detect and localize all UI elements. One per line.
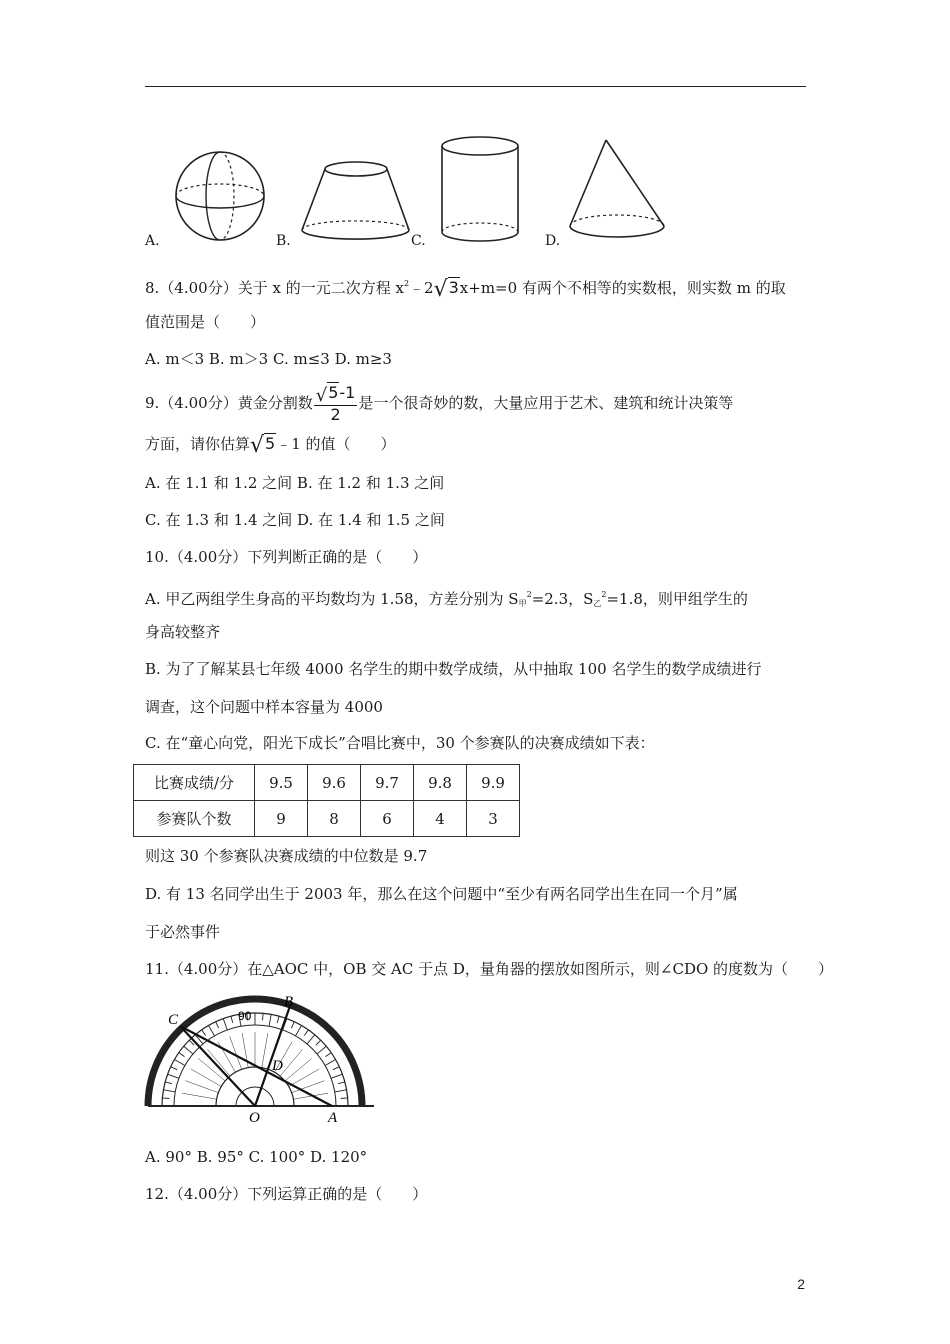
protractor-tick <box>325 1060 335 1066</box>
q10-option-c: C. 在“童心向党，阳光下成长”合唱比赛中，30 个参赛队的决赛成绩如下表： <box>145 734 655 752</box>
q11-options: A. 90° B. 95° C. 100° D. 120° <box>145 1148 368 1166</box>
table-cell: 4 <box>414 801 467 837</box>
protractor-tick <box>269 1014 271 1026</box>
q10-stem: 10.（4.00分）下列判断正确的是（ ） <box>145 548 428 566</box>
protractor-tick <box>202 1030 206 1036</box>
golden-ratio-fraction: $\frac{√5-1}{2}$ <box>315 383 356 424</box>
protractor-tick <box>296 1025 302 1035</box>
table-cell: 9 <box>255 801 308 837</box>
protractor-tick <box>331 1074 342 1078</box>
protractor-tick <box>304 1030 308 1036</box>
q7-option-b: B. <box>276 233 291 249</box>
q7-option-a: A. <box>145 233 160 249</box>
protractor-tick <box>325 1053 331 1057</box>
frustum-figure <box>298 158 412 242</box>
protractor-tick <box>333 1067 339 1070</box>
q8-stem-line2: 值范围是（ ） <box>145 313 266 331</box>
protractor-tick <box>171 1067 177 1070</box>
q7-option-c: C. <box>411 233 426 249</box>
score-table <box>133 764 520 837</box>
protractor-tick <box>168 1074 179 1078</box>
table-cell: 9.9 <box>467 765 520 801</box>
table-header-score: 比赛成绩/分 <box>134 765 255 801</box>
label-a: A <box>328 1110 338 1126</box>
protractor-tick <box>231 1016 233 1023</box>
q8-radical: √3 <box>433 277 459 302</box>
table-cell: 9.8 <box>414 765 467 801</box>
protractor-tick <box>216 1022 219 1028</box>
protractor-tick <box>291 1022 294 1028</box>
table-cell: 8 <box>308 801 361 837</box>
q10-option-d: D. 有 13 名同学出生于 2003 年，那么在这个问题中“至少有两名同学出生在同一个月”属 <box>145 885 738 903</box>
protractor-tick <box>162 1098 169 1099</box>
protractor-spoke <box>289 1069 319 1087</box>
table-cell: 9.7 <box>361 765 414 801</box>
q8-stem: 8.（4.00分）关于 x 的一元二次方程 $x^2﹣2√3x+m=0$ 有两个不相等的实数根，则实数 m 的取 <box>145 277 786 302</box>
protractor-tick <box>223 1019 227 1030</box>
label-c: C <box>168 1012 179 1028</box>
sphere-figure <box>168 146 272 246</box>
protractor-figure <box>140 992 380 1126</box>
q10-option-a-line2: 身高较整齐 <box>145 623 221 641</box>
protractor-tick <box>316 1040 321 1045</box>
label-b: B <box>284 994 294 1010</box>
protractor-tick <box>341 1098 348 1099</box>
q9-options-cd: C. 在 1.3 和 1.4 之间 D. 在 1.4 和 1.5 之间 <box>145 511 445 529</box>
q9-stem-line2: 方面，请你估算√5﹣1 的值（ ） <box>145 433 396 458</box>
protractor-spoke <box>280 1049 302 1076</box>
q10-option-b: B. 为了了解某县七年级 4000 名学生的期中数学成绩，从中抽取 100 名学生的数学成绩进行 <box>145 660 762 678</box>
protractor-tick <box>317 1046 326 1054</box>
protractor-tick <box>179 1053 185 1057</box>
protractor-spoke <box>182 1093 216 1099</box>
protractor-spoke <box>207 1049 229 1076</box>
protractor-spoke <box>285 1058 312 1080</box>
cylinder-figure <box>440 134 522 246</box>
q10-option-a: A. 甲乙两组学生身高的平均数均为 1.58，方差分别为 $S_甲^2=2.3$，$S_乙^2=1.8$，则甲组学生的 <box>145 590 748 608</box>
label-d: D <box>272 1058 283 1074</box>
q7-option-d: D. <box>545 233 561 249</box>
table-header-count: 参赛队个数 <box>134 801 255 837</box>
q10-option-c-line2: 则这 30 个参赛队决赛成绩的中位数是 9.7 <box>145 847 428 865</box>
table-row <box>134 801 520 837</box>
q10-option-d-line2: 于必然事件 <box>145 923 221 941</box>
cone-figure <box>568 138 668 244</box>
protractor-tick <box>338 1082 345 1084</box>
q9-stem: 9.（4.00分）黄金分割数 $\frac{√5-1}{2}$ 是一个很奇妙的数，大量应用于艺术、建筑和统计决策等 <box>145 383 734 424</box>
q9-options-ab: A. 在 1.1 和 1.2 之间 B. 在 1.2 和 1.3 之间 <box>145 474 445 492</box>
protractor-tick <box>209 1025 215 1035</box>
table-cell: 6 <box>361 801 414 837</box>
protractor-tick <box>184 1046 193 1054</box>
page-number: 2 <box>797 1276 805 1292</box>
protractor-tick <box>165 1082 172 1084</box>
protractor-spoke <box>185 1081 218 1093</box>
q8-options: A. m＜3 B. m＞3 C. m≤3 D. m≥3 <box>145 350 392 368</box>
table-cell: 9.5 <box>255 765 308 801</box>
table-cell: 9.6 <box>308 765 361 801</box>
table-row <box>134 765 520 801</box>
label-o: O <box>249 1110 260 1126</box>
q9-radical: √5 <box>250 433 276 458</box>
protractor-tick <box>335 1090 347 1092</box>
protractor-tick <box>174 1060 184 1066</box>
q11-stem: 11.（4.00分）在△AOC 中，OB 交 AC 于点 D，量角器的摆放如图所示，则∠CDO 的度数为（ ） <box>145 960 834 978</box>
q12-stem: 12.（4.00分）下列运算正确的是（ ） <box>145 1185 428 1203</box>
protractor-tick <box>307 1035 315 1044</box>
header-rule <box>145 86 806 87</box>
protractor-tick <box>262 1013 263 1020</box>
label-ninety: 90 <box>238 1009 252 1023</box>
protractor-spoke <box>262 1033 268 1067</box>
table-cell: 3 <box>467 801 520 837</box>
protractor-tick <box>277 1016 279 1023</box>
protractor-spoke <box>191 1069 221 1087</box>
protractor-tick <box>163 1090 175 1092</box>
q10-option-b-line2: 调查，这个问题中样本容量为 4000 <box>145 698 383 716</box>
